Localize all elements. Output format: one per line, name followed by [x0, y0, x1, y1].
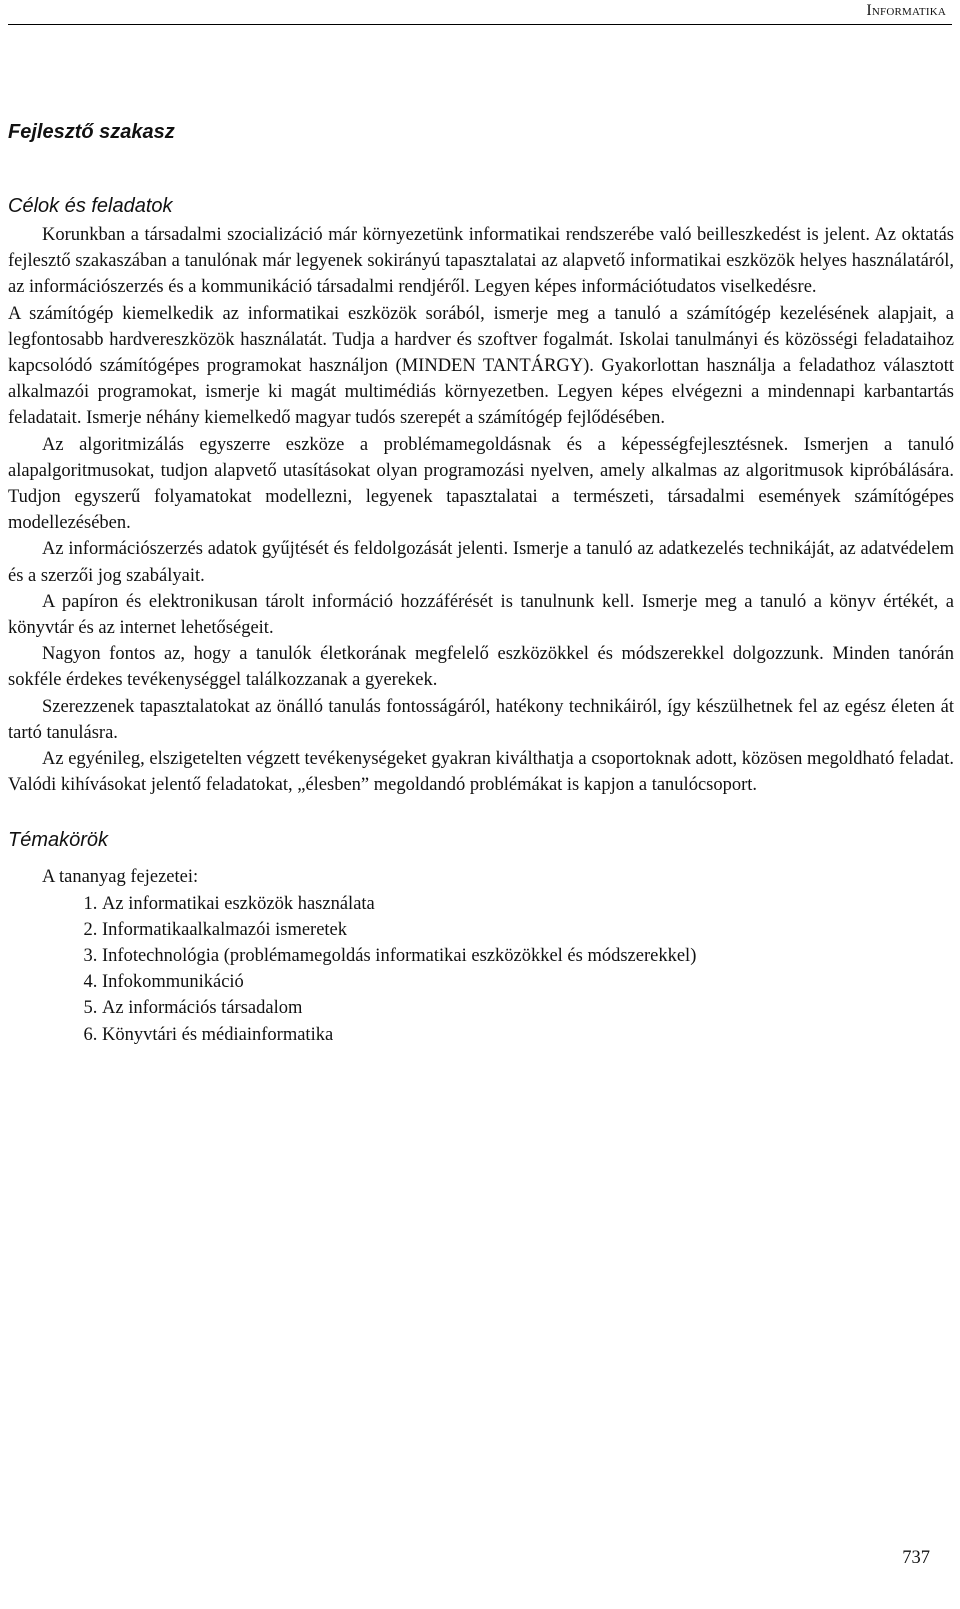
running-header	[8, 0, 952, 25]
chapter-item: 4. Infokommunikáció	[102, 969, 954, 995]
chapter-item: 2. Informatikaalkalmazói ismeretek	[102, 917, 954, 943]
chapter-item: 6. Könyvtári és médiainformatika	[102, 1022, 954, 1048]
goals-paragraph: Nagyon fontos az, hogy a tanulók életkorának megfelelő eszközökkel és módszerekkel dolgozzunk. Minden tanórán sokféle érdekes tevékenységgel találkozzanak a gyerekek.	[8, 644, 954, 691]
page-number: 737	[902, 1548, 930, 1568]
running-header-title: Informatika	[866, 2, 946, 19]
page-content	[8, 118, 954, 1048]
chapters-intro: A tananyag fejezetei:	[42, 867, 199, 888]
goals-title: Célok és feladatok	[8, 195, 173, 217]
goals-paragraph: Szerezzenek tapasztalatokat az önálló tanulás fontosságáról, hatékony technikáiról, így készülhetnek fel az egész életen át tartó tanulásra.	[8, 696, 954, 743]
goals-paragraph: Az algoritmizálás egyszerre eszköze a problémamegoldásnak és a képességfejlesztésnek. Ismerjen a tanuló alapalgoritmusokat, tudjon alapvető utasításokat olyan programozási nyelven, amely alkalmas az algoritmusok kipróbálására. Tudjon egyszerű folyamatokat modellezni, legyenek tapasztalatai a természeti, társadalmi események számítógépes modellezésében.	[8, 434, 954, 534]
chapter-item: 1. Az informatikai eszközök használata	[102, 891, 954, 917]
goals-paragraph: Az egyénileg, elszigetelten végzett tevékenységeket gyakran kiválthatja a csoportoknak adott, közösen megoldható feladat. Valódi kihívásokat jelentő feladatokat, „élesben” megoldandó problémákat is kapjon a tanulócsoport.	[8, 749, 954, 796]
goals-paragraph: A papíron és elektronikusan tárolt információ hozzáférését is tanulnunk kell. Ismerje meg a tanuló a könyv értékét, a könyvtár és az internet lehetőségeit.	[8, 591, 954, 639]
goals-body	[8, 222, 954, 798]
chapter-list	[8, 891, 954, 1048]
chapter-item: 5. Az információs társadalom	[102, 995, 954, 1021]
section-title: Fejlesztő szakasz	[8, 121, 175, 143]
topics-title: Témakörök	[8, 829, 109, 852]
goals-paragraph: Korunkban a társadalmi szocializáció már környezetünk informatikai rendszerébe való beilleszkedést is jelent. Az oktatás fejlesztő szakaszában a tanulónak már legyenek sokirányú tapasztalatai az alapvető informatikai eszközök helyes használatáról, az információszerzés és a kommunikáció társadalmi rendjéről. Legyen képes információtudatos viselkedésre.	[8, 225, 954, 298]
goals-paragraph: A számítógép kiemelkedik az informatikai eszközök sorából, ismerje meg a tanuló a számítógép kezelésének alapjait, a legfontosabb hardvereszközök használatát. Tudja a hardver és szoftver fogalmát. Iskolai tanulmányi és közösségi feladataihoz kapcsolódó számítógépes programokat használjon (MINDEN TANTÁRGY). Gyakorlottan használja a feladathoz választott alkalmazói programokat, ismerje ki magát multimédiás környezetben. Legyen képes elvégezni a mindennapi karbantartás feladatait. Ismerje néhány kiemelkedő magyar tudós szerepét a számítógép fejlődésében.	[8, 303, 954, 429]
goals-paragraph: Az információszerzés adatok gyűjtését és feldolgozását jelenti. Ismerje a tanuló az adatkezelés technikáját, az adatvédelem és a szerzői jog szabályait.	[8, 539, 954, 586]
chapter-item: 3. Infotechnológia (problémamegoldás informatikai eszközökkel és módszerekkel)	[102, 943, 954, 969]
